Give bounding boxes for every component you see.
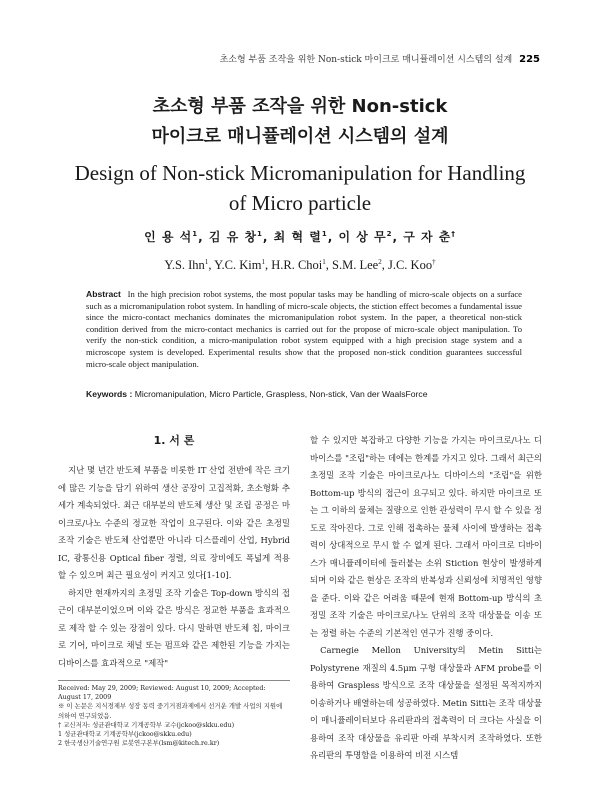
footnote-affiliation-2: 2 한국생산기술연구원 로봇연구본부(lsm@kitech.re.kr)	[58, 739, 220, 748]
left-column	[58, 462, 290, 672]
footnote-corresponding: † 교신저자: 성균관대학교 기계공학부 교수(jckoo@skku.edu)	[58, 720, 235, 729]
author-en: H.R. Choi$^1$	[271, 258, 326, 273]
body-paragraph: 할 수 있지만 복잡하고 다양한 기능을 가지는 마이크로/나노 디바이스를 "조립"하는 데에는 한계를 가지고 있다. 그래서 최근의 초정밀 조작 기술은 마이크로/나노 디바이스의 "조립"을 위한 Bottom-up 방식의 접근이 요구되고 있다. 하지만 마이크로 또는 그 이하의 물체는 질량으로 인한 관성력이 무시 할 수 있을 정도로 작아진다. 그로 인해 접촉하는 물체 사이에 발생하는 접촉력이 상대적으로 무시 할 수 없게 된다. 그래서 마이크로 디바이스가 매니퓰레이터에 들러붙는 소위 Stiction 현상이 발생하게 되며 이와 같은 현상은 조작의 반복성과 신뢰성에 치명적인 영향을 준다. 이와 같은 어려움 때문에 현재 Bottom-up 방식의 초정밀 조작 기술은 마이크로/나노 단위의 조작 대상물을 이송 또는 정렬 하는 수준의 기본적인 연구가 진행 중이다.	[310, 435, 542, 638]
running-header	[220, 52, 540, 65]
body-paragraph: 지난 몇 년간 반도체 부품을 비롯한 IT 산업 전반에 작은 크기에 많은 기능을 담기 위하여 생산 공장이 고집적화, 초소형화 추세가 계속되었다. 최근 대부분의 반도체 생산 및 조립 공정은 마이크로/나노 수준의 정교한 작업이 요구된다. 이와 같은 초정밀 조작 기술은 반도체 산업뿐만 아니라 디스플레이 산업, Hybrid IC, 광통신용 Optical fiber 정렬, 의료 장비에도 폭넓게 적용 할 수 있으며 최근 필요성이 커지고 있다[1-10].	[58, 465, 290, 580]
footnote-received: Received: May 29, 2009; Reviewed: August 10, 2009; Accepted: August 17, 2009	[58, 684, 266, 702]
body-paragraph: Carnegie Mellon University의 Metin Sitti는 Polystyrene 재질의 4.5μm 구형 대상물과 AFM probe를 이용하여 Graspless 방식으로 조작 대상물을 설정된 목적지까지 이송하거나 배열하는데 성공하였다. Metin Sitti는 조작 대상물이 매니퓰레이터보다 유리판과의 접촉력이 더 크다는 사실을 이용하여 조작 대상물을 유리판 아래 부착시켜 조작하였다. 또한 유리판의 투명함을 이용하여 비전 시스템	[310, 645, 542, 760]
footnote-affiliation-1: 1 성균관대학교 기계공학부(jckoo@skku.edu)	[58, 730, 192, 739]
korean-title-line2: 마이크로 매니퓰레이션 시스템의 설계	[151, 126, 449, 147]
authors-korean: 인 용 석$^1$, 김 유 창$^1$, 최 혁 렬$^1$, 이 상 무$^2$, 구 자 춘†	[144, 230, 456, 244]
korean-title-line1: 초소형 부품 조작을 위한 Non-stick	[152, 96, 448, 117]
author-en: Y.S. Ihn$^1$	[164, 258, 209, 273]
keywords-label: Keywords :	[86, 389, 133, 399]
running-title: 초소형 부품 조작을 위한 Non-stick 마이크로 매니퓰레이션 시스템의 설계	[219, 55, 513, 65]
english-title-line2: of Micro particle	[228, 191, 372, 215]
author-ko: 구 자 춘†	[403, 230, 456, 244]
author-ko: 이 상 무$^2$	[338, 230, 393, 244]
section-heading: 1. 서 론	[153, 434, 195, 447]
author-ko: 최 혁 렬$^1$	[273, 230, 328, 244]
author-en: Y.C. Kim$^1$	[214, 258, 265, 273]
author-ko: 인 용 석$^1$	[144, 230, 199, 244]
keywords-text: Micromanipulation, Micro Particle, Graspless, Non-stick, Van der WaalsForce	[134, 389, 428, 399]
right-column	[310, 432, 542, 765]
author-ko: 김 유 창$^1$	[208, 230, 263, 244]
abstract-label: Abstract	[86, 289, 121, 299]
footnote-funding: ※ 이 논문은 지식경제부 성장 동력 중기거점과제에서 선거운 개발 사업의 지원에 의하여 연구되었음.	[58, 702, 283, 720]
abstract	[86, 289, 522, 370]
footnotes	[58, 684, 290, 748]
author-en: S.M. Lee$^2$	[332, 258, 382, 273]
english-title-line1: Design of Non-stick Micromanipulation for Handling	[74, 161, 526, 185]
korean-title	[0, 92, 600, 152]
body-paragraph: 하지만 현재까지의 초정밀 조작 기술은 Top-down 방식의 접근이 대부분이었으며 이와 같은 방식은 정교한 부품을 효과적으로 제작 할 수 있는 장점이 있다. 다시 말하면 반도체 칩, 마이크로 기어, 마이크로 채널 또는 펌프와 같은 제한된 기능을 가지는 디바이스를 효과적으로 "제작"	[58, 587, 290, 668]
footnote-divider	[58, 680, 290, 681]
authors-english: Y.S. Ihn$^1$, Y.C. Kim$^1$, H.R. Choi$^1$, S.M. Lee$^2$, J.C. Koo†	[164, 258, 436, 273]
page-number: 225	[519, 54, 540, 65]
keywords	[86, 389, 522, 399]
author-en: J.C. Koo†	[387, 258, 436, 273]
english-title	[0, 158, 600, 218]
abstract-text: In the high precision robot systems, the most popular tasks may be handling of micro-scale objects on a surface such as a micromanipulation robot system. In handling of micro-scale objects, the stiction effect becomes a fundamental issue since the micro-contact mechanics dominates the micromanipulation robot system. In the paper, a theoretical non-stick condition derived from the micro-contact mechanics is carried out for the propose of micro-scale object manipulation. To verify the non-stick condition, a micro-manipulation robot system equipped with a high precision stage system and a microscope system is developed. Experimental results show that the proposed non-stick condition guarantees successful micro-scale object manipulation.	[86, 289, 522, 369]
